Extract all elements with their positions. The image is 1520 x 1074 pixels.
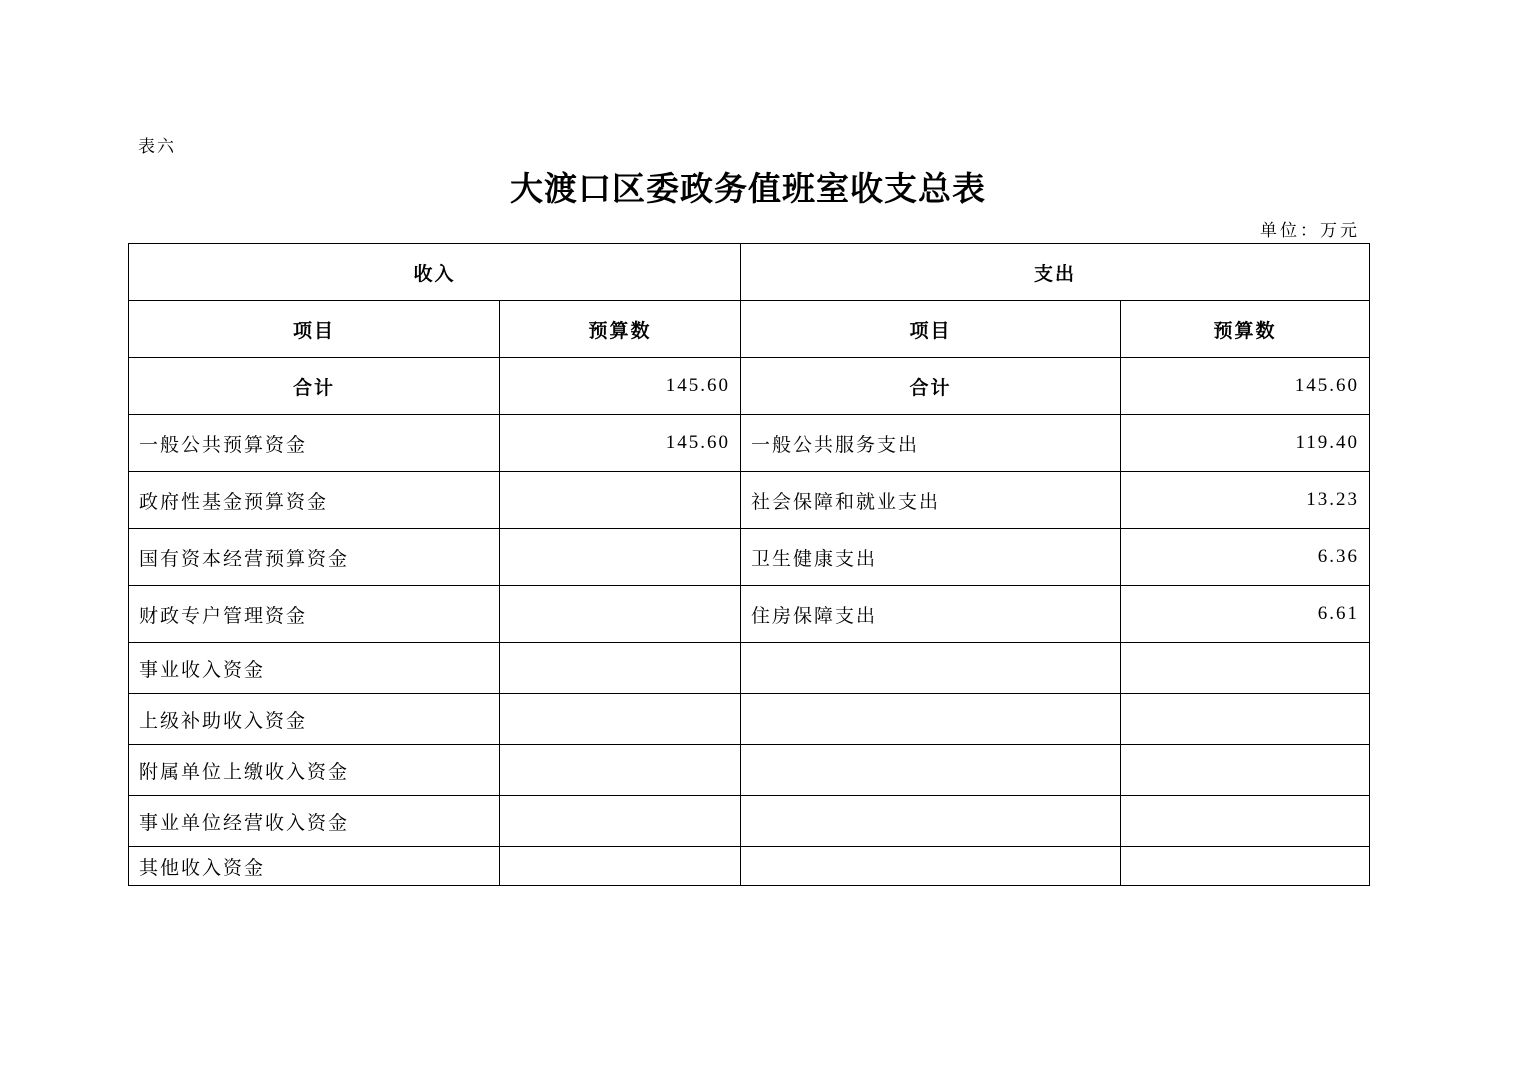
section-header-row (129, 244, 1370, 301)
income-amount-cell (500, 745, 741, 796)
income-item-cell: 合计 (129, 358, 500, 415)
table-number-label: 表六 (138, 137, 176, 157)
expense-item-cell (741, 745, 1121, 796)
income-item-cell: 上级补助收入资金 (129, 694, 500, 745)
income-amount-cell: 145.60 (500, 358, 741, 415)
income-budget-column-header: 预算数 (500, 301, 741, 358)
total-row (129, 358, 1370, 415)
income-item-cell: 国有资本经营预算资金 (129, 529, 500, 586)
table-row (129, 694, 1370, 745)
expense-amount-cell (1121, 847, 1370, 886)
table-row (129, 529, 1370, 586)
income-amount-cell (500, 796, 741, 847)
expense-item-cell: 一般公共服务支出 (741, 415, 1121, 472)
expense-amount-cell: 6.61 (1121, 586, 1370, 643)
page-title: 大渡口区委政务值班室收支总表 (510, 169, 986, 208)
income-amount-cell (500, 847, 741, 886)
expense-amount-cell (1121, 694, 1370, 745)
expense-amount-cell: 13.23 (1121, 472, 1370, 529)
income-item-column-header: 项目 (129, 301, 500, 358)
expense-item-cell (741, 643, 1121, 694)
expense-item-cell: 合计 (741, 358, 1121, 415)
expense-item-cell (741, 847, 1121, 886)
table-row (129, 796, 1370, 847)
expense-amount-cell: 6.36 (1121, 529, 1370, 586)
income-item-cell: 事业单位经营收入资金 (129, 796, 500, 847)
income-amount-cell (500, 643, 741, 694)
income-item-cell: 政府性基金预算资金 (129, 472, 500, 529)
expense-item-cell: 卫生健康支出 (741, 529, 1121, 586)
expense-amount-cell (1121, 643, 1370, 694)
income-item-cell: 一般公共预算资金 (129, 415, 500, 472)
table-row (129, 643, 1370, 694)
expense-section-header: 支出 (741, 244, 1370, 301)
income-item-cell: 事业收入资金 (129, 643, 500, 694)
expense-amount-cell (1121, 745, 1370, 796)
income-item-cell: 附属单位上缴收入资金 (129, 745, 500, 796)
expense-budget-column-header: 预算数 (1121, 301, 1370, 358)
income-section-header: 收入 (129, 244, 741, 301)
expense-amount-cell: 119.40 (1121, 415, 1370, 472)
unit-label: 单位：万元 (1260, 221, 1360, 241)
expense-item-cell (741, 694, 1121, 745)
table-row (129, 586, 1370, 643)
expense-amount-cell (1121, 796, 1370, 847)
income-expense-summary-table (128, 243, 1370, 886)
table-row (129, 472, 1370, 529)
expense-item-cell: 社会保障和就业支出 (741, 472, 1121, 529)
expense-item-cell (741, 796, 1121, 847)
income-amount-cell (500, 472, 741, 529)
expense-item-column-header: 项目 (741, 301, 1121, 358)
table-row (129, 415, 1370, 472)
expense-amount-cell: 145.60 (1121, 358, 1370, 415)
table-row (129, 847, 1370, 886)
income-amount-cell (500, 694, 741, 745)
table-row (129, 745, 1370, 796)
income-item-cell: 财政专户管理资金 (129, 586, 500, 643)
expense-item-cell: 住房保障支出 (741, 586, 1121, 643)
income-item-cell: 其他收入资金 (129, 847, 500, 886)
income-amount-cell: 145.60 (500, 415, 741, 472)
income-amount-cell (500, 586, 741, 643)
income-amount-cell (500, 529, 741, 586)
column-header-row (129, 301, 1370, 358)
